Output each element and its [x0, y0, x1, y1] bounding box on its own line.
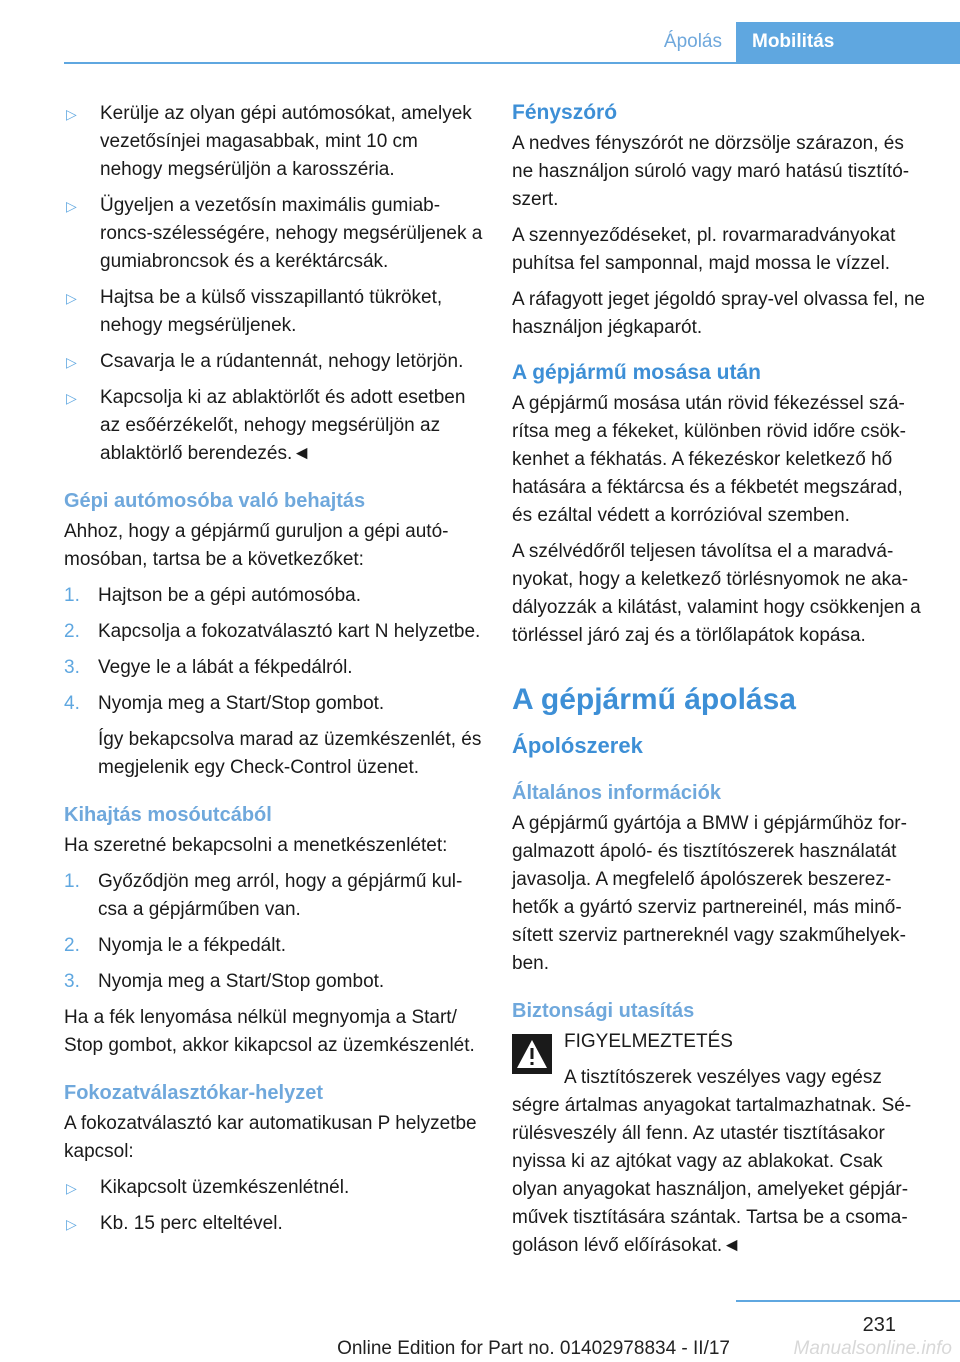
- paragraph: A ráfagyott jeget jégoldó spray-vel olvassa fel, ne használjon jégkaparót.: [512, 289, 925, 338]
- triangle-bullet-icon: ▷: [66, 290, 77, 306]
- list-item: [64, 100, 484, 184]
- warning-title: FIGYELMEZTETÉS: [564, 1031, 733, 1052]
- warning-text-first-line: A tisztítószerek veszélyes vagy egész: [564, 1067, 882, 1088]
- section-heading-apoloszerek: Ápolószerek: [512, 733, 643, 758]
- step-text: Vegye le a lábát a fékpedálról.: [98, 657, 353, 678]
- section-heading-mosas-utan: A gépjármű mosása után: [512, 361, 761, 384]
- list-item-text: Kikapcsolt üzemkészenlétnél.: [100, 1177, 350, 1198]
- tab-apolas[interactable]: Ápolás: [663, 31, 722, 52]
- triangle-bullet-icon: ▷: [66, 390, 77, 406]
- paragraph: Ha szeretné bekapcsolni a menetkészenlétet:: [64, 835, 448, 856]
- section-heading-biztonsagi: Biztonsági utasítás: [512, 1000, 695, 1022]
- list-item: [64, 348, 484, 376]
- step-item: [64, 968, 484, 996]
- step-number: 3.: [64, 657, 80, 678]
- list-item-text: Ügyeljen a vezetősín maximális gumiabroncs-szélességére, nehogy megsérüljenek a gumiabroncsok és a keréktárcsák.: [100, 195, 483, 272]
- warning-text: ségre ártalmas anyagokat tartalmazhatnak. Sérülésveszély áll fenn. Az utastér tisztításakor nyissa ki az ajtókat vagy az ablakokat. Csak olyan anyagokat használjon, amelyeket gépjárművek tisztítására szántak. Tartsa be a csomagoláson lévő előírásokat.◄: [512, 1095, 912, 1256]
- section-heading-behajtas: Gépi autómosóba való behajtás: [64, 490, 366, 512]
- section-heading-kihajtas: Kihajtás mosóutcából: [64, 804, 272, 826]
- list-item: [64, 1210, 484, 1238]
- paragraph: Ha a fék lenyomása nélkül megnyomja a Start/ Stop gombot, akkor kikapcsol az üzemkészenlét.: [64, 1007, 475, 1056]
- step-item: [64, 868, 484, 924]
- section-heading-fenyszoro: Fényszóró: [512, 101, 618, 124]
- list-item: [64, 1174, 484, 1202]
- step-item: [64, 582, 484, 610]
- right-column: [512, 100, 926, 1268]
- paragraph: Ahhoz, hogy a gépjármű guruljon a gépi autómosóban, tartsa be a következőket:: [64, 521, 449, 570]
- triangle-bullet-icon: ▷: [66, 354, 77, 370]
- triangle-bullet-icon: ▷: [66, 1216, 77, 1232]
- step-text: Győződjön meg arról, hogy a gépjármű kulcsa a gépjárműben van.: [98, 871, 463, 920]
- page-number: 231: [862, 1314, 896, 1336]
- step-item: [64, 618, 484, 646]
- step-number: 3.: [64, 971, 80, 992]
- step-item: [64, 654, 484, 682]
- step-number: 1.: [64, 585, 80, 606]
- left-column: [64, 100, 484, 1246]
- paragraph: A nedves fényszórót ne dörzsölje szárazon, és ne használjon súroló vagy maró hatású tisztítószert.: [512, 133, 910, 210]
- paragraph: A szennyeződéseket, pl. rovarmaradványokat puhítsa fel samponnal, majd mossa le vízzel.: [512, 225, 896, 274]
- triangle-bullet-icon: ▷: [66, 198, 77, 214]
- triangle-bullet-icon: ▷: [66, 1180, 77, 1196]
- list-item: [64, 384, 484, 468]
- step-number: 2.: [64, 935, 80, 956]
- step-number: 1.: [64, 871, 80, 892]
- paragraph: A fokozatválasztó kar automatikusan P helyzetbe kapcsol:: [64, 1113, 477, 1162]
- step-text: Nyomja meg a Start/Stop gombot.: [98, 693, 385, 714]
- list-item-text: Kapcsolja ki az ablaktörlőt és adott esetben az esőérzékelőt, nehogy megsérüljön az ablaktörlő berendezés.◄: [100, 387, 466, 464]
- list-item-text: Kerülje az olyan gépi autómosókat, amelyek vezetősínjei magasabbak, mint 10 cm nehogy megsérüljön a karosszéria.: [100, 103, 472, 180]
- step-note: Így bekapcsolva marad az üzemkészenlét, és megjelenik egy Check-Control üzenet.: [98, 729, 482, 778]
- step-number: 2.: [64, 621, 80, 642]
- warning-block: [512, 1028, 926, 1260]
- warning-icon: [512, 1034, 552, 1074]
- step-text: Nyomja meg a Start/Stop gombot.: [98, 971, 385, 992]
- list-item: [64, 284, 484, 340]
- step-text: Nyomja le a fékpedált.: [98, 935, 286, 956]
- section-heading-fokozat: Fokozatválasztókar-helyzet: [64, 1082, 323, 1104]
- step-number: 4.: [64, 693, 80, 714]
- step-item: [64, 932, 484, 960]
- paragraph: A gépjármű gyártója a BMW i gépjárműhöz forgalmazott ápoló- és tisztítószerek használatát javasolja. A megfelelő ápolószerek beszerezhetők a gyártó szerviz partnereinél, más minősített szerviz partnereknél vagy szakműhelyekben.: [512, 813, 907, 974]
- page-header: [0, 22, 960, 62]
- chapter-heading-apolasa: A gépjármű ápolása: [512, 683, 796, 716]
- edition-label: Online Edition for Part no. 01402978834 - II/17: [337, 1338, 730, 1359]
- paragraph: A szélvédőről teljesen távolítsa el a maradványokat, hogy a keletkező törlésnyomok ne akadályozzák a kilátást, valamint hogy csökkenjen a törléssel járó zaj és a törlőlapátok kopása.: [512, 541, 921, 646]
- paragraph: A gépjármű mosása után rövid fékezéssel szárítsa meg a fékeket, különben rövid időre csökkenhet a fékhatás. A fékezéskor keletkező hő hatására a féktárcsa és a fékbetét megszárad, és ezáltal védett a korrózióval szemben.: [512, 393, 906, 526]
- list-item: [64, 192, 484, 276]
- triangle-bullet-icon: ▷: [66, 106, 77, 122]
- header-divider: [64, 62, 960, 64]
- step-item: [64, 690, 484, 718]
- watermark: Manualsonline.info: [793, 1338, 952, 1359]
- tab-mobilitas[interactable]: Mobilitás: [736, 22, 960, 62]
- step-text: Hajtson be a gépi autómosóba.: [98, 585, 362, 606]
- list-item-text: Csavarja le a rúdantennát, nehogy letörjön.: [100, 351, 464, 372]
- step-text: Kapcsolja a fokozatválasztó kart N helyzetbe.: [98, 621, 481, 642]
- list-item-text: Hajtsa be a külső visszapillantó tükröket, nehogy megsérüljenek.: [100, 287, 443, 336]
- footer-divider: [736, 1300, 960, 1302]
- section-heading-altalanos: Általános információk: [512, 782, 721, 804]
- list-item-text: Kb. 15 perc elteltével.: [100, 1213, 283, 1234]
